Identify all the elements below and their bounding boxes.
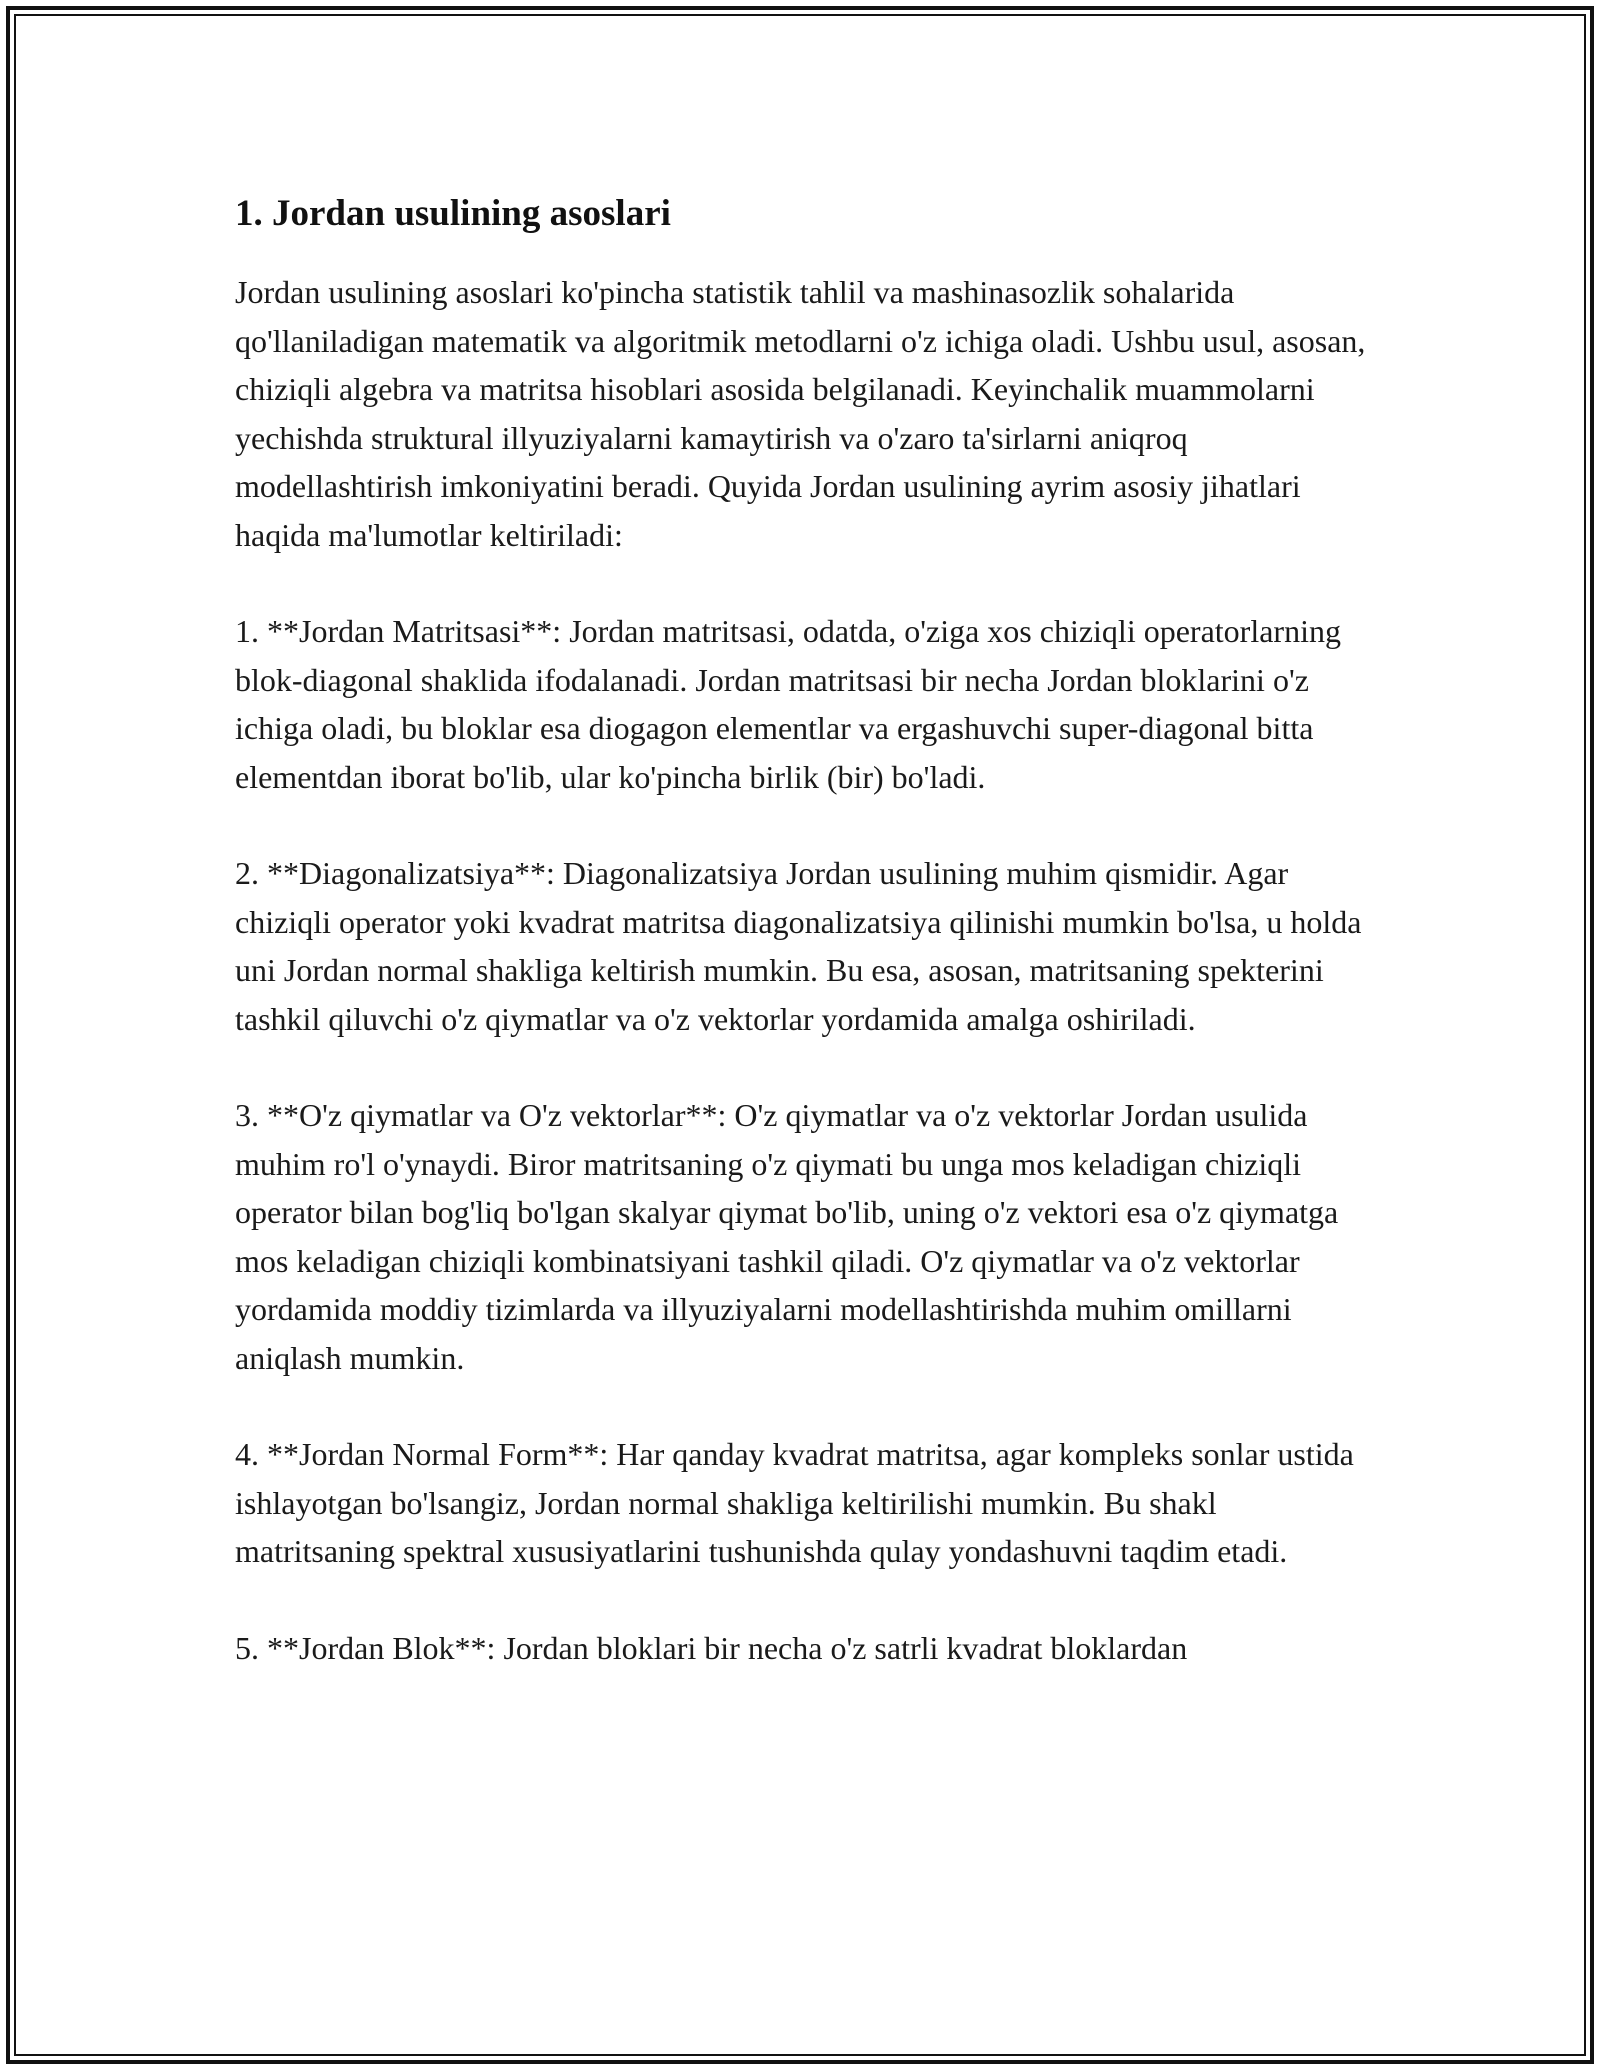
list-item-jordan-matrix: 1. **Jordan Matritsasi**: Jordan matritsasi, odatda, o'ziga xos chiziqli operatorlarning blok-diagonal shaklida ifodalanadi. Jordan matritsasi bir necha Jordan bloklarini o'z ichiga oladi, bu bloklar esa diogagon elementlar va ergashuvchi super-diagonal bitta elementdan iborat bo'lib, ular ko'pincha birlik (bir) bo'ladi. (235, 613, 1341, 795)
document-body (235, 188, 1375, 1720)
list-item-jordan-block: 5. **Jordan Blok**: Jordan bloklari bir necha o'z satrli kvadrat bloklardan (235, 1629, 1188, 1666)
section-heading: 1. Jordan usulining asoslari (235, 193, 671, 234)
list-item-eigenvalues-eigenvectors: 3. **O'z qiymatlar va O'z vektorlar**: O'z qiymatlar va o'z vektorlar Jordan usulida muhim ro'l o'ynaydi. Biror matritsaning o'z qiymati bu unga mos keladigan chiziqli operator bilan bog'liq bo'lgan skalyar qiymat bo'lib, uning o'z vektori esa o'z qiymatga mos keladigan chiziqli kombinatsiyani tashkil qiladi. O'z qiymatlar va o'z vektorlar yordamida moddiy tizimlarda va illyuziyalarni modellashtirishda muhim omillarni aniqlash mumkin. (235, 1097, 1339, 1376)
list-item-diagonalization: 2. **Diagonalizatsiya**: Diagonalizatsiya Jordan usulining muhim qismidir. Agar chiziqli operator yoki kvadrat matritsa diagonalizatsiya qilinishi mumkin bo'lsa, u holda uni Jordan normal shakliga keltirish mumkin. Bu esa, asosan, matritsaning spekterini tashkil qiluvchi o'z qiymatlar va o'z vektorlar yordamida amalga oshiriladi. (235, 855, 1362, 1037)
intro-paragraph: Jordan usulining asoslari ko'pincha statistik tahlil va mashinasozlik sohalarida qo'llaniladigan matematik va algoritmik metodlarni o'z ichiga oladi. Ushbu usul, asosan, chiziqli algebra va matritsa hisoblari asosida belgilanadi. Keyinchalik muammolarni yechishda struktural illyuziyalarni kamaytirish va o'zaro ta'sirlarni aniqroq modellashtirish imkoniyatini beradi. Quyida Jordan usulining ayrim asosiy jihatlari haqida ma'lumotlar keltiriladi: (235, 274, 1366, 553)
list-item-jordan-normal-form: 4. **Jordan Normal Form**: Har qanday kvadrat matritsa, agar kompleks sonlar ustida ishlayotgan bo'lsangiz, Jordan normal shakliga keltirilishi mumkin. Bu shakl matritsaning spektral xususiyatlarini tushunishda qulay yondashuvni taqdim etadi. (235, 1436, 1354, 1569)
